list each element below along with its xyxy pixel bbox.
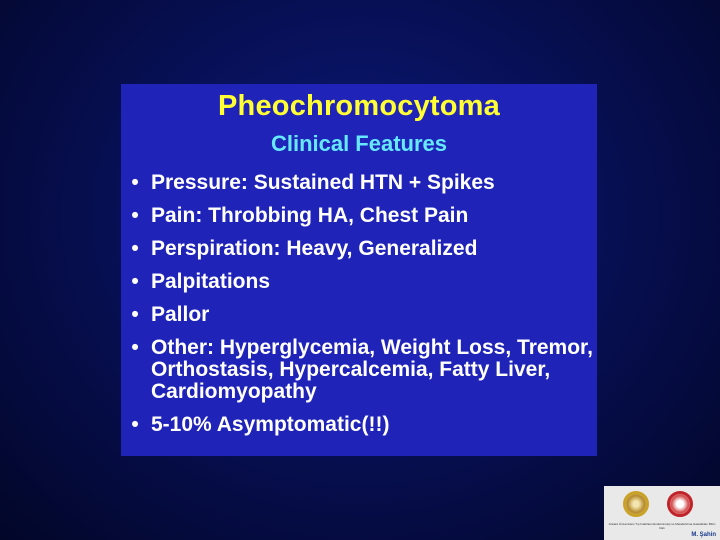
slide-title: Pheochromocytoma	[218, 90, 500, 122]
bullet-icon: •	[131, 204, 139, 227]
bullet-text: Pressure: Sustained HTN + Spikes	[151, 171, 495, 194]
bullet-item-other	[127, 337, 593, 403]
slide-subtitle: Clinical Features	[270, 131, 448, 156]
author-name: M. Şahin	[691, 532, 716, 538]
bullet-icon: •	[131, 336, 139, 359]
bullet-item-pressure	[127, 172, 593, 194]
bullet-item-perspiration	[127, 238, 593, 260]
bullet-item-asymptomatic	[127, 414, 593, 436]
bullet-text: Pallor	[151, 303, 210, 326]
institution-text: Ankara Üniversitesi Tıp Fakültesi Endokrinoloji ve Metabolizma Hastalıkları Bilim Dalı	[608, 522, 716, 530]
bullet-list	[127, 172, 593, 447]
bullet-icon: •	[131, 413, 139, 436]
bullet-text: Other: Hyperglycemia, Weight Loss, Tremor, Orthostasis, Hypercalcemia, Fatty Liver, Cardiomyopathy	[151, 336, 593, 403]
bullet-icon: •	[131, 171, 139, 194]
bullet-item-pallor	[127, 304, 593, 326]
bullet-icon: •	[131, 303, 139, 326]
bullet-text: Pain: Throbbing HA, Chest Pain	[151, 204, 469, 227]
bullet-icon: •	[131, 270, 139, 293]
institution-logo	[604, 486, 720, 540]
bullet-text: Palpitations	[151, 270, 271, 293]
bullet-text: Perspiration: Heavy, Generalized	[151, 237, 478, 260]
bullet-icon: •	[131, 237, 139, 260]
slide-content-panel	[121, 84, 597, 456]
bullet-item-palpitations	[127, 271, 593, 293]
bullet-text: 5-10% Asymptomatic(!!)	[151, 413, 390, 436]
faculty-seal-icon	[667, 491, 693, 517]
bullet-item-pain	[127, 205, 593, 227]
university-seal-icon	[623, 491, 649, 517]
